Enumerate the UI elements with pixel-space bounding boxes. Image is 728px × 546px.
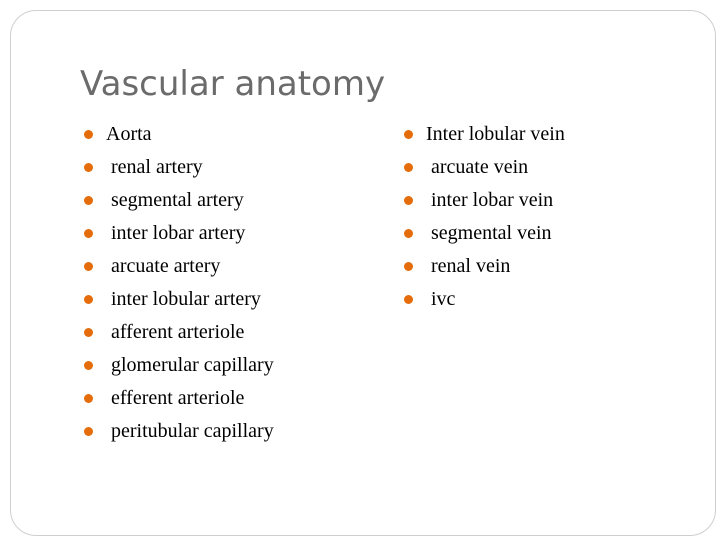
list-item-text: segmental vein bbox=[426, 222, 552, 244]
list-item-text: arcuate vein bbox=[426, 156, 529, 178]
bullet-icon bbox=[84, 328, 93, 337]
bullet-icon bbox=[404, 163, 413, 172]
bullet-icon bbox=[404, 262, 413, 271]
list-item bbox=[400, 151, 565, 184]
bullet-icon bbox=[84, 394, 93, 403]
bullet-icon bbox=[84, 427, 93, 436]
bullet-icon bbox=[404, 130, 413, 139]
bullet-icon bbox=[84, 295, 93, 304]
list-item bbox=[80, 283, 274, 316]
list-item bbox=[80, 151, 274, 184]
list-item-text: renal artery bbox=[106, 156, 203, 178]
list-item bbox=[80, 118, 274, 151]
list-item bbox=[80, 316, 274, 349]
bullet-icon bbox=[84, 196, 93, 205]
list-item bbox=[80, 415, 274, 448]
list-item-text: peritubular capillary bbox=[106, 420, 274, 442]
list-item-text: inter lobar vein bbox=[426, 189, 554, 211]
venous-list bbox=[400, 118, 565, 316]
list-item bbox=[80, 349, 274, 382]
list-item-text: glomerular capillary bbox=[106, 354, 274, 376]
list-item-text: renal vein bbox=[426, 255, 511, 277]
bullet-icon bbox=[84, 262, 93, 271]
bullet-icon bbox=[84, 361, 93, 370]
bullet-icon bbox=[84, 229, 93, 238]
list-item-text: efferent arteriole bbox=[106, 387, 245, 409]
list-item-text: segmental artery bbox=[106, 189, 244, 211]
bullet-icon bbox=[84, 163, 93, 172]
list-item bbox=[400, 283, 565, 316]
list-item bbox=[400, 217, 565, 250]
bullet-icon bbox=[404, 196, 413, 205]
bullet-icon bbox=[404, 295, 413, 304]
list-item-text: Inter lobular vein bbox=[426, 123, 565, 145]
bullet-icon bbox=[84, 130, 93, 139]
list-item bbox=[400, 250, 565, 283]
list-item bbox=[80, 184, 274, 217]
list-item bbox=[80, 217, 274, 250]
arterial-list bbox=[80, 118, 274, 448]
list-item-text: ivc bbox=[426, 288, 456, 310]
list-item-text: inter lobular artery bbox=[106, 288, 261, 310]
slide-title: Vascular anatomy bbox=[80, 64, 386, 104]
list-item-text: inter lobar artery bbox=[106, 222, 246, 244]
list-item bbox=[80, 382, 274, 415]
list-item bbox=[80, 250, 274, 283]
list-item-text: Aorta bbox=[106, 123, 152, 145]
list-item bbox=[400, 184, 565, 217]
bullet-icon bbox=[404, 229, 413, 238]
list-item-text: arcuate artery bbox=[106, 255, 221, 277]
list-item-text: afferent arteriole bbox=[106, 321, 245, 343]
list-item bbox=[400, 118, 565, 151]
